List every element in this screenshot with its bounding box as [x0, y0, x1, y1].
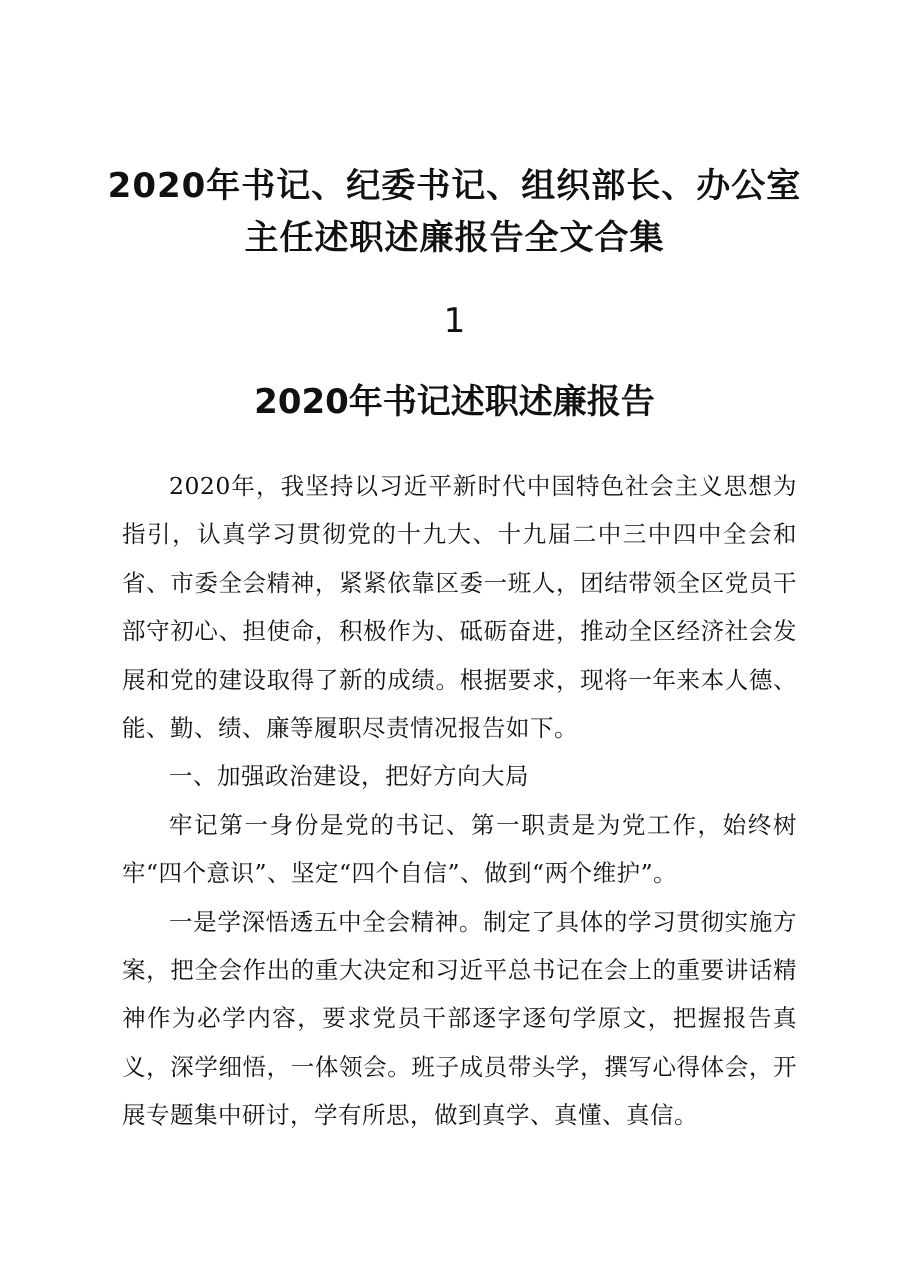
paragraph-study: 一是学深悟透五中全会精神。制定了具体的学习贯彻实施方案，把全会作出的重大决定和习近平总书记在会上的重要讲话精神作为必学内容，要求党员干部逐字逐句学原文，把握报告真义，深学细悟，一体领会。班子成员带头学，撰写心得体会，开展专题集中研讨，学有所思，做到真学、真懂、真信。 [122, 907, 797, 1130]
paragraph-duty: 牢记第一身份是党的书记、第一职责是为党工作，始终树牢“四个意识”、坚定“四个自信”、做到“两个维护”。 [122, 810, 797, 888]
report-heading: 2020年书记述职述廉报告 [254, 382, 655, 422]
paragraph-section-heading: 一、加强政治建设，把好方向大局 [169, 762, 529, 791]
paragraph-intro: 2020年，我坚持以习近平新时代中国特色社会主义思想为指引，认真学习贯彻党的十九大、十九届二中三中四中全会和省、市委全会精神，紧紧依靠区委一班人，团结带领全区党员干部守初心、担使命，积极作为、砥砺奋进，推动全区经济社会发展和党的建设取得了新的成绩。根据要求，现将一年来本人德、能、勤、绩、廉等履职尽责情况报告如下。 [122, 472, 797, 743]
section-number: 1 [443, 301, 466, 341]
document-title-line-1: 2020年书记、纪委书记、组织部长、办公室 [107, 166, 802, 206]
report-body [122, 462, 797, 1140]
document-title-line-2: 主任述职述廉报告全文合集 [244, 218, 665, 258]
